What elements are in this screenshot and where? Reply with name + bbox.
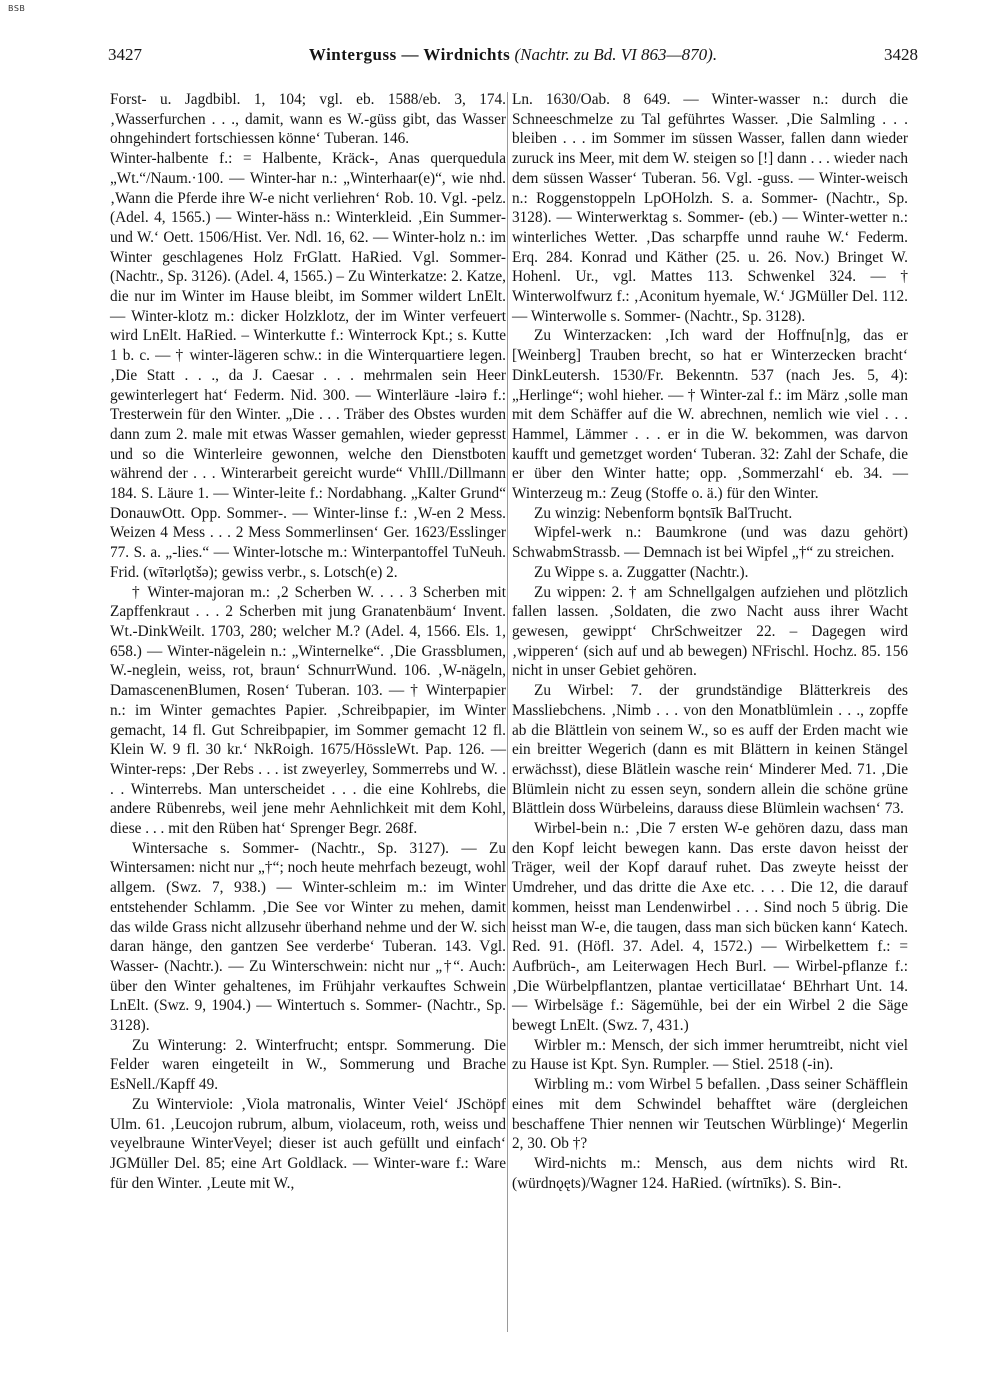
left-paragraph: Winter-halbente f.: = Halbente, Kräck-, Anas querquedula „Wt.“/Naum.·100. — Winter-har n.: „Winterhaar(e)“, wie nhd. ‚Wann die Pferde ihre W-e nicht verliehren‘ Rob. 10. Vgl. -pelz. (Adel. 4, 1565.) — Winter-häss n.: Winterkleid. ‚Ein Summer- und W.‘ Oett. 1506/Hist. Ver. Ndl. 16, 62. — Winter-holz n.: im Winter geschlagenes Holz FrGlatt. HaRied. Vgl. Sommer-(Nachtr., Sp. 3126). (Adel. 4, 1565.) – Zu Winterkatze: 2. Katze, die nur im Winter im Hause bleibt, im Sommer wildert LnElt. — Winter-klotz m.: dicker Holzklotz, der im Winter verfeuert wird LnElt. HaRied. – Winterkutte f.: Winterrock Kpt.; s. Kutte 1 b. c. — † winter-lägeren schw.: in die Winterquartiere legen. ‚Die Statt . . ., da J. Caesar . . . mehrmalen sein Heer gewinterlegert hat‘ Federm. Nid. 300. — Winterläure -lǝirǝ f.: Tresterwein für den Winter. „Die . . . Träber des Obstes wurden dann zum 2. male mit etwas Wasser gemahlen, wieder gepresst und so die Winterleire gewonnen, welche den Dienstboten während der . . . Winterarbeit gereicht wurde“ VhIll./Dillmann 184. S. Läure 1. — Winter-leite f.: Nordabhang. „Kalter Grund“ DonauwOtt. Opp. Sommer-. — Winter-linse f.: ‚W-en 2 Mess. Weizen 4 Mess . . . 2 Mess Sommerlinsen‘ Ger. 1623/Esslinger 77. S. a. „-lies.“ — Winter-lotsche m.: Winterpantoffel TuNeuh. Frid. (wītǝrlǫtšǝ); gewiss verbr., s. Lotsch(e) 2. xyxy=(110,150,506,581)
running-title-lemmas: Winterguss — Wirdnichts xyxy=(308,45,511,64)
left-paragraph: Zu Winterung: 2. Winterfrucht; entspr. Sommerung. Die Felder waren eingeteilt in W., Sommerung und Brache EsNell./Kapff 49. xyxy=(110,1036,506,1094)
right-column xyxy=(512,90,908,1193)
running-title-supplement: (Nachtr. zu Bd. VI 863—870). xyxy=(514,45,718,64)
right-paragraph: Wirbel-bein n.: ‚Die 7 ersten W-e gehören dazu, dass man den Kopf leicht bewegen kann. Das erste davon heisst der Träger, weil der Kopf darauf ruhet. Das zweyte heisst der Umdreher, und das dritte die Axe etc. . . . Die 12, die darauf kommen, heisst man Lendenwirbel . . . Sind noch 5 übrig. Die heisst man W-e, die taugen, dass man sich bücken kann‘ Katech. Red. 91. (Höfl. 37. Adel. 4, 1572.) — Wirbelkettem f.: = Aufbrüch-, am Leiterwagen Hech Burl. — Wirbel-pflanze f.: ‚Die Würbelpflantzen, plantae verticillatae‘ BEhrhart Unt. 14. — Wirbelsäge f.: Sägemühle, bei der ein Wirbel 2 die Säge bewegt LnElt. (Swz. 7, 431.) xyxy=(512,820,908,1035)
left-paragraph: † Winter-majoran m.: ‚2 Scherben W. . . . 3 Scherben mit Zapffenkraut . . . 2 Scherben mit jung Granatenbäum‘ Invent. Wt.-DinkWeilt. 1703, 280; welcher M.? (Adel. 4, 1566. Els. 1, 658.) — Winter-nägelein n.: „Winternelke“. ‚Die Grassblumen, W.-neglein, weiss, rot, braun‘ SchnurrWund. 106. ‚W-nägeln, DamascenenBlumen, Rosen‘ Tuberan. 103. — † Winterpapier n.: im Winter gemachtes Papier. ‚Schreibpapier, im Winter gemacht, 14 fl. Gut Schreibpapier, im Sommer gemacht 12 fl. Klein W. 9 fl. 30 kr.‘ NkRoigh. 1675/HössleWt. Pap. 126. — Winter-reps: ‚Der Rebs . . . ist zweyerley, Sommerrebs und W. . . . Winterrebs. Man unterscheidet . . . die eine Kohlrebs, die andere Rübenrebs, weil jene mehr Aehnlichkeit mit dem Kohl, diese . . . mit den Rüben hat‘ Sprenger Begr. 268f. xyxy=(110,583,506,838)
right-paragraph: Zu winzig: Nebenform bǫntsīk BalTrucht. xyxy=(534,504,793,522)
library-corner-mark: BSB xyxy=(8,4,26,13)
right-paragraph: Wirbling m.: vom Wirbel 5 befallen. ‚Dass seiner Schäfflein eines mit dem Schwindel behafftet wäre (dergleichen beschaffene Thier nennen wir Teutschen Würblinge)‘ Megerlin 2, 30. Ob †? xyxy=(512,1076,908,1153)
right-paragraph: Wirbler m.: Mensch, der sich immer herumtreibt, nicht viel zu Hause ist Kpt. Syn. Rumpler. — Stiel. 2518 (-in). xyxy=(512,1036,908,1074)
left-paragraph: Forst- u. Jagdbibl. 1, 104; vgl. eb. 1588/eb. 3, 174. ‚Wasserfurchen . . ., damit, wann es W.-güss gibt, das Wasser ohngehindert fortschiessen könne‘ Tuberan. 146. xyxy=(110,91,506,148)
right-paragraph: Zu Winterzacken: ‚Ich ward der Hoffnu[n]g, das er [Weinberg] Trauben brecht, so hat er Winterzecken bracht‘ DinkLeutersh. 1530/Fr. Bekenntn. 537 (nach Jes. 5, 4): „Herlinge“; wohl hieher. — † Winter-zal f.: im März ‚solle man mit dem Schäffer auf die W. abrechnen, nemlich wie viel . . . Hammel, Lämmer . . . er in die W. bekommen, was darvon kaufft und gemetzget worden‘ Tuberan. 32: Zahl der Schafe, die er über den Winter hatte; opp. ‚Sommerzahl‘ eb. 34. — Winterzeug m.: Zeug (Stoffe o. ä.) für den Winter. xyxy=(512,327,908,503)
running-title xyxy=(108,45,918,65)
right-paragraph: Ln. 1630/Oab. 8 649. — Winter-wasser n.: durch die Schneeschmelze zu Tal geführtes Wasser. ‚Die Salmling . . . bleiben . . . im Sommer im süssen Wasser, fallen dann wieder zuruck ins Meer, mit dem W. steigen so [!] dann . . . wieder nach dem süssen Wasser‘ Tuberan. 56. Vgl. -guss. — Winter-weisch n.: Roggenstoppeln LpOHolzh. S. a. Sommer- (Nachtr., Sp. 3128). — Winterwerktag s. Sommer- (eb.) — Winter-wetter n.: winterliches Wetter. ‚Das scharpffe unnd rauhe W.‘ Federm. Erq. 284. Konrad und Käther (25. u. 26. Nov.) Bringet W. Hohenl. Ur., vgl. Mattes 113. Schwenkel 324. — † Winterwolfwurz f.: ‚Aconitum hyemale, W.‘ JGMüller Del. 112. — Winterwolle s. Sommer- (Nachtr., Sp. 3128). xyxy=(512,91,908,325)
right-paragraph: Zu Wirbel: 7. der grundständige Blätterkreis des Massliebchens. ‚Nimb . . . von den Monatblümlein . . ., zopffe ab die Blättlein von seinem W., so es auff der Erden macht wie ein breitter Wegerich (dann es mit Blättern in keinen Stängel erwächsst), diese Blätlein wasche rein‘ Minderer Med. 71. ‚Die Blümlein nicht zu essen seyn, sondern allein die schöne grüne Blättlein doss Würbeleins, darauss diese Blümlein wachsen‘ 73. xyxy=(512,682,908,818)
left-paragraph: Wintersache s. Sommer- (Nachtr., Sp. 3127). — Zu Wintersamen: nicht nur „†“; noch heute mehrfach bezeugt, wohl allgem. (Swz. 7, 938.) — Winter-schleim m.: im Winter entstehender Schlamm. ‚Die See vor Winter zu mehen, damit das wilde Grass nicht allzusehr überhand nehme und der W. sich daran hänge, den gantzen See verderbe‘ Tuberan. 143. Vgl. Wasser- (Nachtr.). — Zu Winterschwein: nicht nur „†“. Auch: über den Winter gehaltenes, im Frühjahr verkauftes Schwein LnElt. (Swz. 9, 1904.) — Wintertuch s. Sommer- (Nachtr., Sp. 3128). xyxy=(110,839,506,1035)
page-number-right: 3428 xyxy=(884,45,918,64)
left-paragraph: Zu Winterviole: ‚Viola matronalis, Winter Veiel‘ JSchöpf Ulm. 61. ‚Leucojon rubrum, album, violaceum, roth, weiss und veyelbraune WinterVeyel; dieser ist auch gefüllt und einfach‘ JGMüller Del. 85; eine Art Goldlack. — Winter-ware f.: Ware für den Winter. ‚Leute mit W., xyxy=(110,1095,506,1192)
right-paragraph: Wipfel-werk n.: Baumkrone (und was dazu gehört) SchwabmStrassb. — Demnach ist bei Wipfel „†“ zu streichen. xyxy=(512,524,908,562)
page-number-left: 3427 xyxy=(108,45,142,64)
page-header xyxy=(108,45,918,71)
right-paragraph: Zu Wippe s. a. Zuggatter (Nachtr.). xyxy=(534,563,749,581)
column-divider xyxy=(507,92,508,1332)
right-paragraph: Zu wippen: 2. † am Schnellgalgen aufziehen und plötzlich fallen lassen. ‚Soldaten, die zwo Nacht auss ihrer Wacht gewesen, gewippt‘ ChrSchweitzer 22. – Dagegen wird ‚wipperen‘ (sich auf und ab bewegen) NFrischl. Hochz. 85. 156 nicht in unser Gebiet gehören. xyxy=(512,583,908,680)
right-paragraph: Wird-nichts m.: Mensch, aus dem nichts wird Rt. (würdnǫęts)/Wagner 124. HaRied. (wírtnīks). S. Bin-. xyxy=(512,1154,908,1192)
left-column xyxy=(110,90,506,1193)
